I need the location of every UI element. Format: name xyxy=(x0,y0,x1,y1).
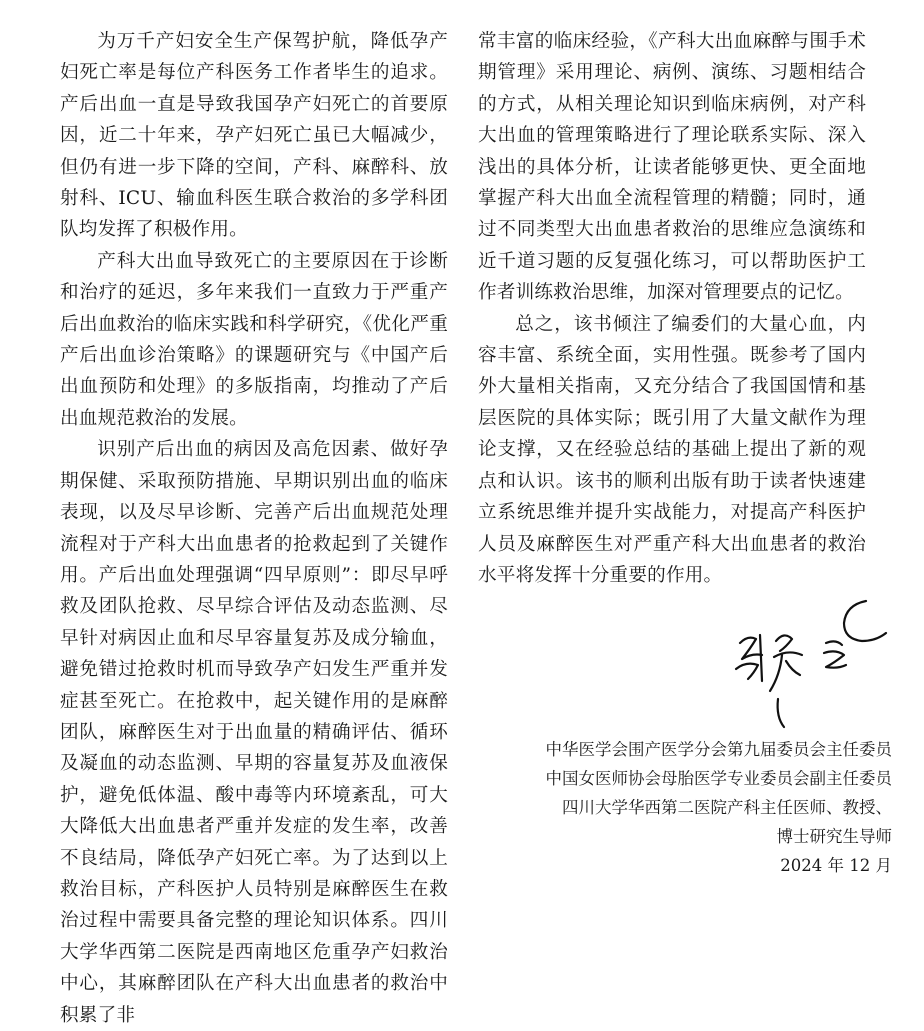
paragraph-3-continued: 常丰富的临床经验，《产科大出血麻醉与围手术期管理》采用理论、病例、演练、习题相结合的方式，从相关理论知识到临床病例，对产科大出血的管理策略进行了理论联系实际、深入浅出的具体分析，让读者能够更快、更全面地掌握产科大出血全流程管理的精髓；同时，通过不同类型大出血患者救治的思维应急演练和近千道习题的反复强化练习，可以帮助医护工作者训练救治思维，加深对管理要点的记忆。 xyxy=(478,31,866,304)
author-credentials xyxy=(546,735,893,880)
paragraph-1: 为万千产妇安全生产保驾护航，降低孕产妇死亡率是每位产科医务工作者毕生的追求。产后出血一直是导致我国孕产妇死亡的首要原因，近二十年来，孕产妇死亡虽已大幅减少，但仍有进一步下降的空间，产科、麻醉科、放射科、ICU、输血科医生联合救治的多学科团队均发挥了积极作用。 xyxy=(60,31,448,241)
signature-date: 2024 年 12 月 xyxy=(780,856,892,875)
handwritten-signature xyxy=(726,595,896,730)
credential-line-2: 中国女医师协会母胎医学专业委员会副主任委员 xyxy=(545,769,892,788)
credential-line-4: 博士研究生导师 xyxy=(776,827,892,846)
credential-line-3: 四川大学华西第二医院产科主任医师、教授、 xyxy=(562,798,892,817)
right-column xyxy=(478,26,866,591)
paragraph-2: 产科大出血导致死亡的主要原因在于诊断和治疗的延迟，多年来我们一直致力于严重产后出血救治的临床实践和科学研究，《优化严重产后出血诊治策略》的课题研究与《中国产后出血预防和处理》的多版指南，均推动了产后出血规范救治的发展。 xyxy=(60,250,448,429)
paragraph-4: 总之，该书倾注了编委们的大量心血，内容丰富、系统全面，实用性强。既参考了国内外大量相关指南，又充分结合了我国国情和基层医院的具体实际；既引用了大量文献作为理论支撑，又在经验总结的基础上提出了新的观点和认识。该书的顺利出版有助于读者快速建立系统思维并提升实战能力，对提高产科医护人员及麻醉医生对严重产科大出血患者的救治水平将发挥十分重要的作用。 xyxy=(478,313,866,586)
left-column xyxy=(60,26,448,1031)
paragraph-3: 识别产后出血的病因及高危因素、做好孕期保健、采取预防措施、早期识别出血的临床表现，以及尽早诊断、完善产后出血规范处理流程对于产科大出血患者的抢救起到了关键作用。产后出血处理强调“四早原则”：即尽早呼救及团队抢救、尽早综合评估及动态监测、尽早针对病因止血和尽早容量复苏及成分输血，避免错过抢救时机而导致孕产妇发生严重并发症甚至死亡。在抢救中，起关键作用的是麻醉团队，麻醉医生对于出血量的精确评估、循环及凝血的动态监测、早期的容量复苏及血液保护，避免低体温、酸中毒等内环境紊乱，可大大降低大出血患者严重并发症的发生率，改善不良结局，降低孕产妇死亡率。为了达到以上救治目标，产科医护人员特别是麻醉医生在救治过程中需要具备完整的理论知识体系。四川大学华西第二医院是西南地区危重孕产妇救治中心，其麻醉团队在产科大出血患者的救治中积累了非 xyxy=(60,439,448,1026)
credential-line-1: 中华医学会围产医学分会第九届委员会主任委员 xyxy=(545,740,892,759)
